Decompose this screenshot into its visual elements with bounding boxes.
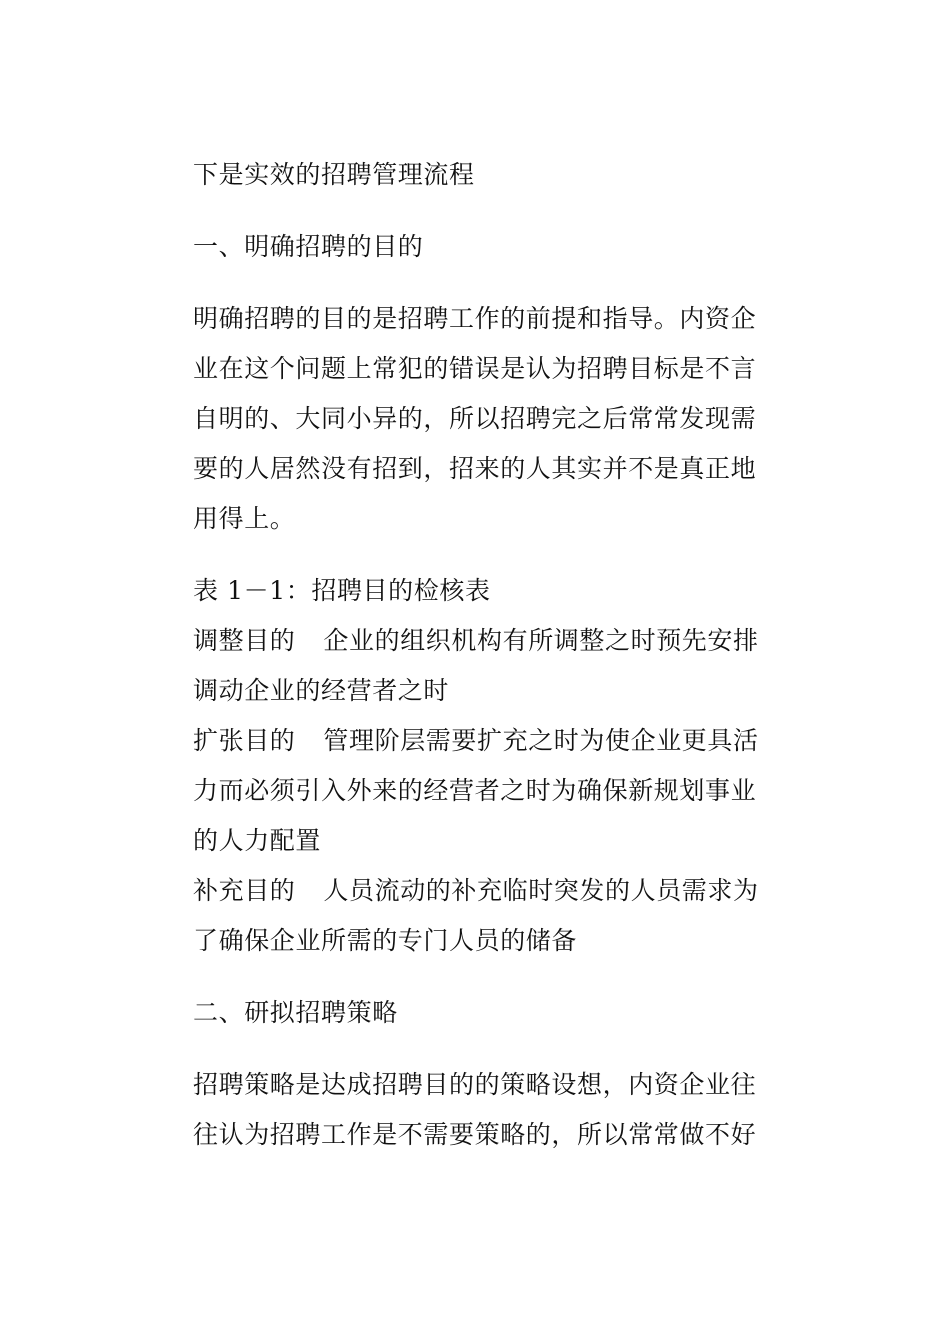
table-row-content: 管理阶层需要扩充之时为使企业更具活力而必须引入外来的经营者之时为确保新规划事业的人力配置 <box>193 726 759 855</box>
table-row-label: 补充目的 <box>193 876 296 905</box>
table-row-content: 企业的组织机构有所调整之时预先安排调动企业的经营者之时 <box>193 626 759 705</box>
table-row-label: 调整目的 <box>193 626 296 655</box>
section-2-paragraph: 招聘策略是达成招聘目的的策略设想，内资企业往往认为招聘工作是不需要策略的，所以常常做不好 <box>193 1070 757 1149</box>
table-row <box>193 716 763 866</box>
table-row <box>193 866 763 966</box>
table-row <box>193 616 763 716</box>
spacer <box>193 544 763 566</box>
section-1-heading: 一、明确招聘的目的 <box>193 232 424 261</box>
spacer <box>193 200 763 222</box>
spacer <box>193 1038 763 1060</box>
section-1-paragraph: 明确招聘的目的是招聘工作的前提和指导。内资企业在这个问题上常犯的错误是认为招聘目标是不言自明的、大同小异的，所以招聘完之后常常发现需要的人居然没有招到，招来的人其实并不是真正地用得上。 <box>193 304 757 533</box>
table-caption: 表 1－1：招聘目的检核表 <box>193 576 491 605</box>
table-row-label: 扩张目的 <box>193 726 296 755</box>
table-row-content: 人员流动的补充临时突发的人员需求为了确保企业所需的专门人员的储备 <box>193 876 759 955</box>
intro-line: 下是实效的招聘管理流程 <box>193 160 475 189</box>
spacer <box>193 272 763 294</box>
spacer <box>193 966 763 988</box>
section-2-heading: 二、研拟招聘策略 <box>193 998 398 1027</box>
document-body <box>193 150 763 1160</box>
